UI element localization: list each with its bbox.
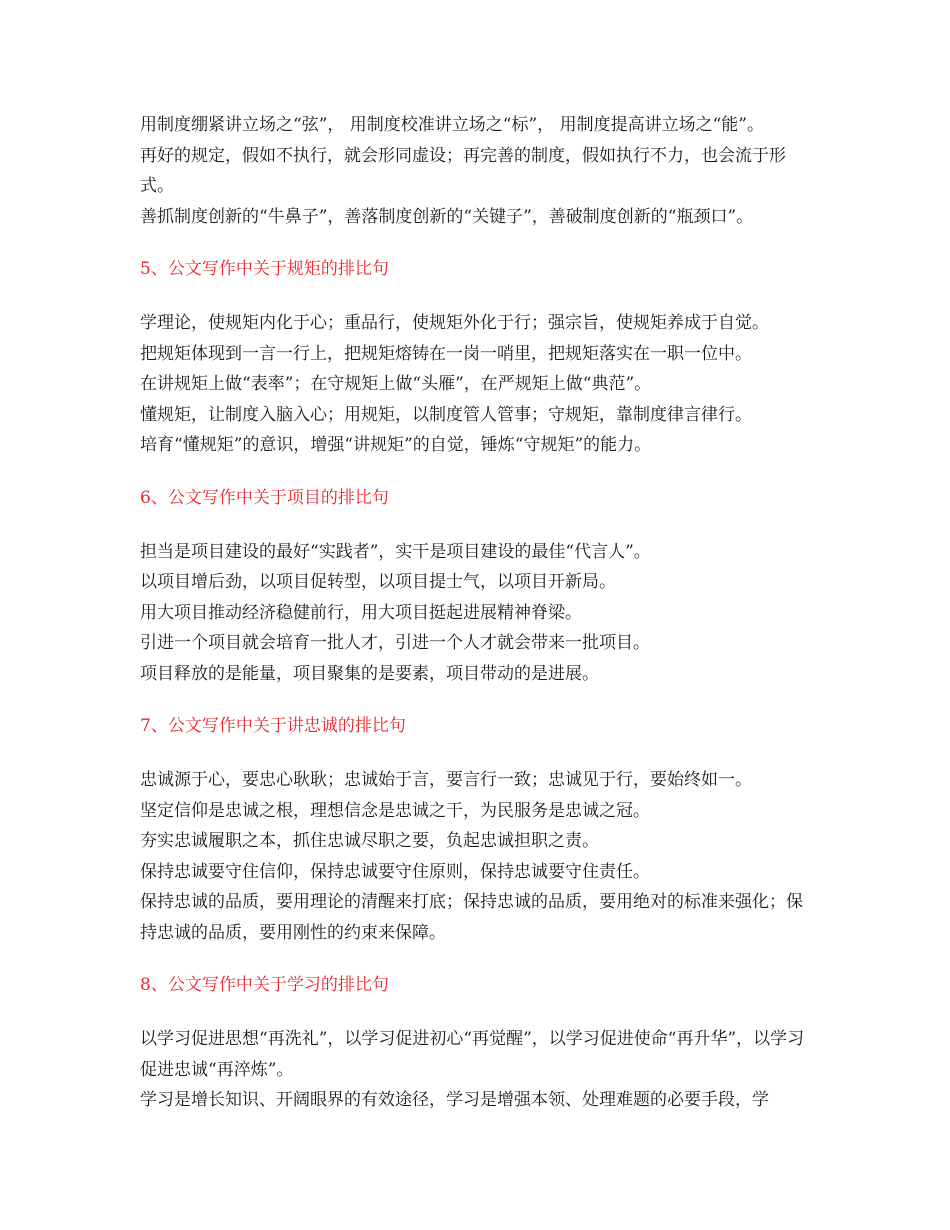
section-heading: 8、公文写作中关于学习的排比句 [140,975,389,995]
section-heading: 7、公文写作中关于讲忠诚的排比句 [140,716,406,736]
paragraph: 忠诚源于心，要忠心耿耿；忠诚始于言，要言行一致；忠诚见于行，要始终如一。 [140,770,752,790]
paragraph: 再好的规定，假如不执行，就会形同虚设；再完善的制度，假如执行不力，也会流于形式。 [140,145,786,196]
section-loyalty [140,711,805,948]
section-heading: 6、公文写作中关于项目的排比句 [140,487,389,508]
section-rules [140,254,805,461]
paragraph: 担当是项目建设的最好“实践者”，实干是项目建设的最佳“代言人”。 [140,541,651,562]
section-learning [140,970,805,1116]
paragraph: 项目释放的是能量，项目聚集的是要素，项目带动的是进展。 [140,663,599,684]
intro-block [140,110,805,232]
paragraph: 用大项目推动经济稳健前行，用大项目挺起进展精神脊梁。 [140,602,582,623]
paragraph: 保持忠诚的品质，要用理论的清醒来打底；保持忠诚的品质，要用绝对的标准来强化；保持忠诚的品质，要用刚性的约束来保障。 [140,892,803,943]
section-projects [140,483,805,690]
paragraph: 培育“懂规矩”的意识，增强“讲规矩”的自觉，锤炼“守规矩”的能力。 [140,435,652,455]
paragraph: 学习是增长知识、开阔眼界的有效途径，学习是增强本领、处理难题的必要手段，学 [140,1090,769,1110]
document-body [140,110,805,1116]
paragraph: 把规矩体现到一言一行上，把规矩熔铸在一岗一哨里，把规矩落实在一职一位中。 [140,343,752,364]
paragraph: 学理论，使规矩内化于心；重品行，使规矩外化于行；强宗旨，使规矩养成于自觉。 [140,313,769,333]
paragraph: 用制度绷紧讲立场之“弦”， 用制度校准讲立场之“标”， 用制度提高讲立场之“能”。 [140,115,764,135]
paragraph: 引进一个项目就会培育一批人才，引进一个人才就会带来一批项目。 [140,633,650,653]
paragraph: 夯实忠诚履职之本，抓住忠诚尽职之要，负起忠诚担职之责。 [140,831,599,851]
paragraph: 坚定信仰是忠诚之根，理想信念是忠诚之干，为民服务是忠诚之冠。 [140,800,650,821]
section-heading: 5、公文写作中关于规矩的排比句 [140,259,389,279]
paragraph: 懂规矩，让制度入脑入心；用规矩，以制度管人管事；守规矩，靠制度律言律行。 [140,404,752,425]
paragraph: 以项目增后劲，以项目促转型，以项目提士气，以项目开新局。 [140,572,616,592]
paragraph: 善抓制度创新的“牛鼻子”，善落制度创新的“关键子”，善破制度创新的“瓶颈口”。 [140,206,754,227]
paragraph: 以学习促进思想“再洗礼”，以学习促进初心“再觉醒”，以学习促进使命“再升华”，以学习促进忠诚“再淬炼”。 [140,1029,805,1080]
paragraph: 保持忠诚要守住信仰，保持忠诚要守住原则，保持忠诚要守住责任。 [140,861,650,882]
paragraph: 在讲规矩上做“表率”；在守规矩上做“头雁”，在严规矩上做“典范”。 [140,374,652,394]
